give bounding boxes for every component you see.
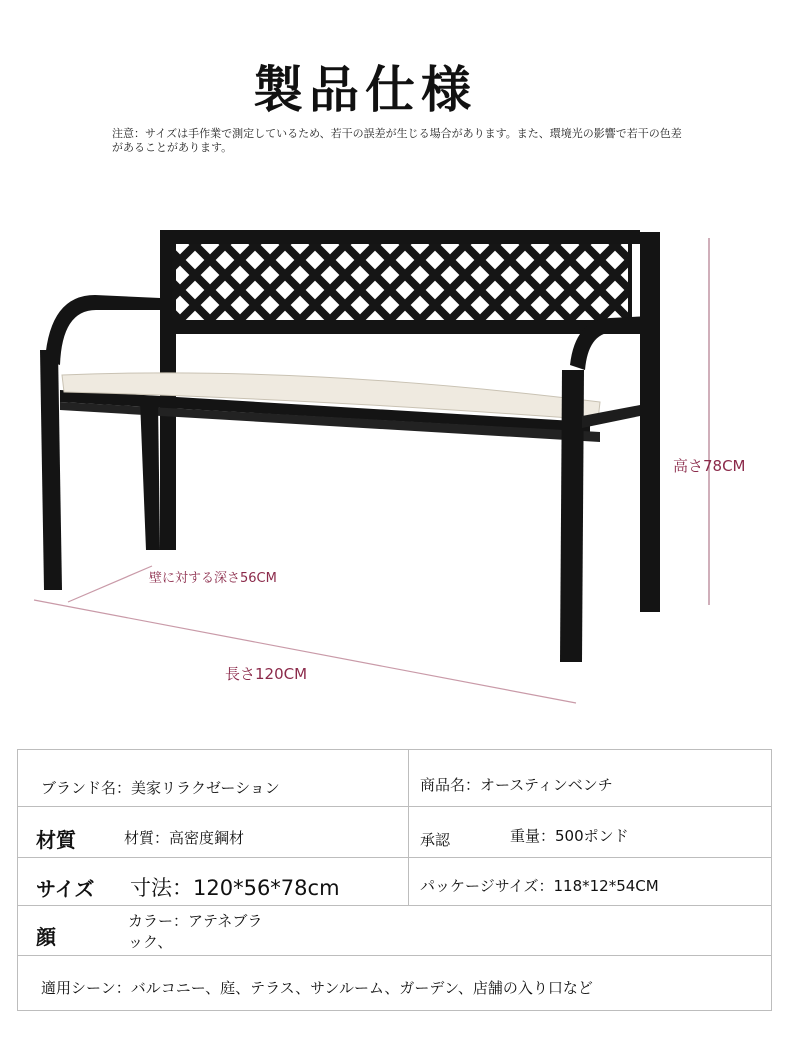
length-dimension-label: 長さ120CM	[225, 665, 308, 683]
spec-table	[17, 749, 772, 1011]
product-figure	[0, 170, 790, 730]
material-label: 材質	[36, 828, 76, 852]
weight-text: 重量：500ポンド	[510, 827, 629, 845]
spec-row-color	[18, 906, 771, 956]
spec-row-size	[18, 858, 771, 906]
size-label: サイズ	[36, 877, 95, 901]
spec-row-brand	[18, 750, 771, 807]
color-label: 顔	[36, 925, 56, 949]
brand-text: ブランド名：美家リラクゼーション	[41, 779, 280, 797]
scenes-text: 適用シーン：バルコニー、庭、テラス、サンルーム、ガーデン、店舗の入り口など	[41, 979, 593, 997]
page-title: 製品仕様	[253, 61, 477, 119]
measurement-note: 注意：サイズは手作業で測定しているため、若干の誤差が生じる場合があります。また、環境光の影響で若干の色差があることがあります。	[112, 127, 682, 154]
depth-dimension-line	[68, 566, 152, 602]
length-dimension-line	[34, 600, 576, 703]
bench-illustration	[0, 170, 790, 730]
height-dimension-label: 高さ78CM	[673, 457, 746, 475]
material-value: 材質：高密度鋼材	[124, 829, 245, 847]
color-value-line2: ック、	[128, 933, 173, 951]
spec-row-material	[18, 807, 771, 858]
color-value-line1: カラー：アテネブラ	[128, 912, 263, 930]
package-size-text: パッケージサイズ：118*12*54CM	[420, 877, 659, 895]
size-value: 寸法：120*56*78cm	[130, 876, 340, 900]
product-name-text: 商品名：オースティンベンチ	[420, 776, 613, 794]
approval-label: 承認	[420, 831, 451, 849]
spec-row-scenes	[18, 956, 771, 1012]
depth-dimension-label: 壁に対する深さ56CM	[149, 571, 277, 586]
